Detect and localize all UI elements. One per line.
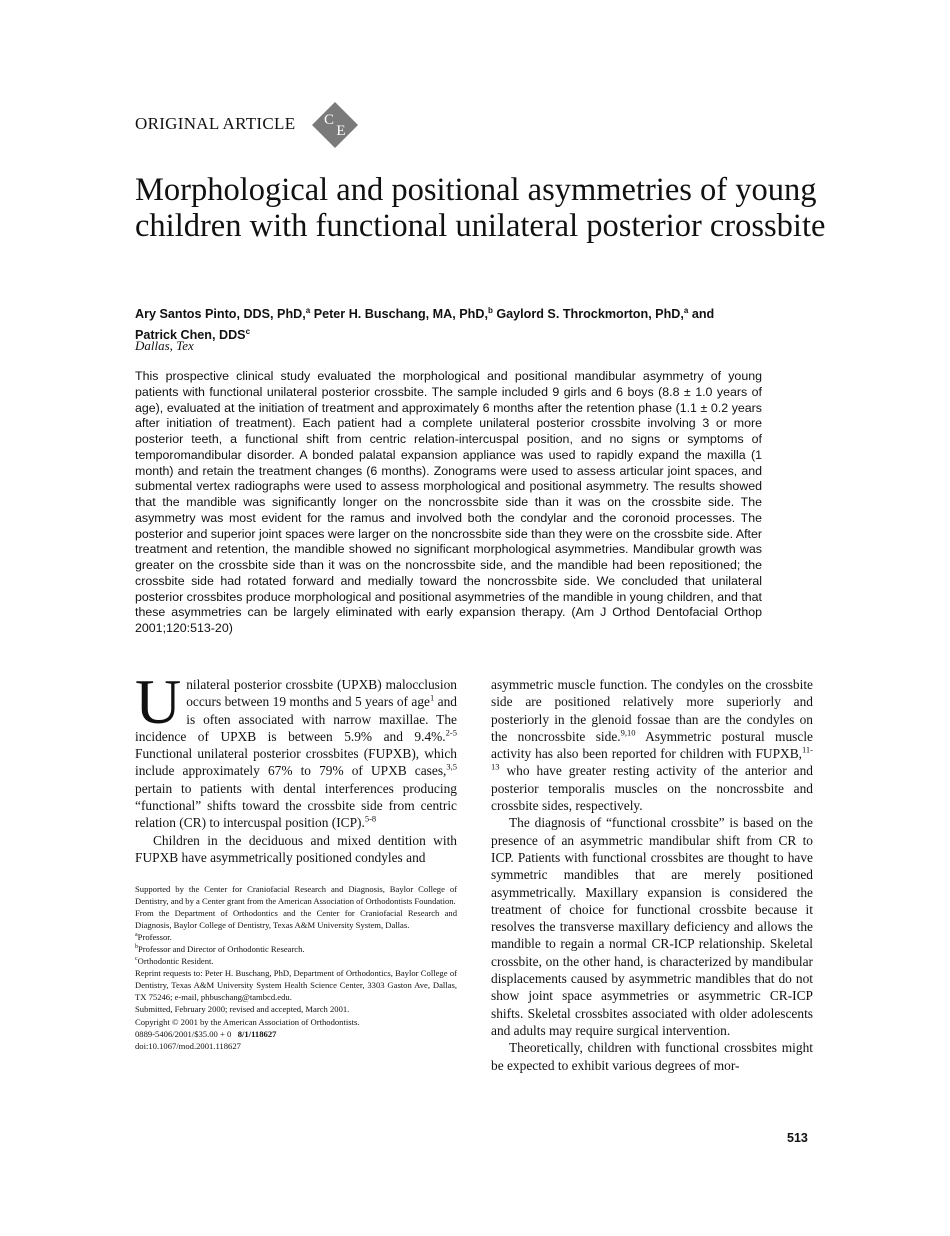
footnotes (135, 883, 457, 1052)
body-text: nilateral posterior crossbite (UPXB) malocclusion occurs between 19 months and 5 years of age (186, 677, 457, 710)
abstract: This prospective clinical study evaluated the morphological and positional mandibular asymmetry of young patients with functional unilateral posterior crossbite. The sample included 9 girls and 6 boys (8.8 ± 1.0 years of age), evaluated at the initiation of treatment and approximately 6 months after the retention phase (1.1 ± 0.2 years after initiation of treatment). Each patient had a complete unilateral posterior crossbite involving 3 or more posterior teeth, a functional shift from centric relation-intercuspal position, and no signs or symptoms of temporomandibular disorder. A bonded palatal expansion appliance was used to rapidly expand the maxilla (1 month) and retain the treatment changes (6 months). Zonograms were used to assess articular joint spaces, and submental vertex radiographs were used to assess morphological and positional asymmetry. The results showed that the mandible was significantly longer on the noncrossbite side than it was on the crossbite side. The asymmetry was most evident for the ramus and involved both the condylar and the coronoid processes. The posterior and superior joint spaces were larger on the noncrossbite side than they were on the crossbite side. After treatment and retention, the mandible showed no significant morphological asymmetries. Mandibular growth was greater on the crossbite side than it was on the noncrossbite side, and the mandible had been repositioned; the crossbite side had rotated forward and medially toward the noncrossbite side. We concluded that unilateral posterior crossbites produce morphological and positional asymmetries of the mandible in young children, and that these asymmetries can be largely eliminated with early expansion therapy. (Am J Orthod Dentofacial Orthop 2001;120:513-20) (135, 369, 762, 635)
author-affiliation-mark: a (683, 306, 689, 315)
body-text: asymmetric muscle function. The condyles on the crossbite side are positioned relatively more superiorly and posteriorly in the glenoid fossae than are the condyles on the noncrossbite side. (491, 677, 813, 744)
author-name: Patrick Chen, DDS (135, 328, 246, 343)
body-text: and is often associated with narrow maxillae. The incidence of UPXB is between 5.9% and 9.4%. (135, 694, 458, 744)
author-list (135, 302, 835, 344)
logo-letter-c: C (323, 112, 335, 128)
body-text: Asymmetric postural muscle activity has also been reported for children with FUPXB, (491, 728, 813, 762)
body-text: who have greater resting activity of the anterior and posterior temporalis muscles on the noncrossbite and crossbite sides, respectively. (491, 763, 813, 814)
section-label: ORIGINAL ARTICLE (135, 114, 296, 133)
body-paragraph: Theoretically, children with functional crossbites might be expected to exhibit various degrees of mor- (491, 1040, 813, 1073)
author-affiliation-mark: c (245, 327, 251, 337)
footnote-affiliation: $^a$Professor. (135, 932, 172, 943)
citation: 2-5 (445, 727, 457, 738)
footnote-affiliation: $^b$Professor and Director of Orthodontic Research. (135, 944, 305, 955)
author-affiliation-mark: a (305, 306, 311, 315)
body-paragraph: Children in the deciduous and mixed dentition with FUPXB have asymmetrically positioned condyles and (135, 832, 457, 865)
author-location: Dallas, Tex (135, 338, 194, 353)
author-name: Ary Santos Pinto, DDS, PhD, (135, 307, 306, 322)
drop-cap: U (135, 666, 182, 737)
footnote-from: From the Department of Orthodontics and the Center for Craniofacial Research and Diagnosis, Baylor College of Dentistry, Texas A&M University System, Dallas. (135, 908, 457, 931)
author-name: Gaylord S. Throckmorton, PhD, (496, 307, 684, 322)
citation: 11-13 (491, 744, 813, 773)
body-text: Functional unilateral posterior crossbites (FUPXB), which include approximately 67% to 79% of UPXB cases, (135, 746, 457, 779)
body-paragraph (491, 676, 813, 814)
footnote-submitted: Submitted, February 2000; revised and accepted, March 2001. (135, 1004, 350, 1015)
citation: 9,10 (620, 727, 636, 738)
body-paragraph (135, 666, 458, 832)
page-number: 513 (787, 1131, 808, 1145)
body-column-left (135, 666, 458, 866)
footnote-copyright: Copyright © 2001 by the American Association of Orthodontists. (135, 1016, 360, 1027)
author-joiner: and (691, 307, 715, 322)
ce-journal-logo-icon (311, 101, 359, 149)
citation: 5-8 (364, 813, 377, 824)
logo-letter-e: E (336, 123, 346, 139)
citation: 1 (430, 692, 435, 703)
footnote-support: Supported by the Center for Craniofacial Research and Diagnosis, Baylor College of Dentistry, and by a Center grant from the American Association of Orthodontists Foundation. (135, 884, 457, 907)
footnote-reprint: Reprint requests to: Peter H. Buschang, PhD, Department of Orthodontics, Baylor College of Dentistry, Texas A&M University System Health Science Center, 3303 Gaston Ave, Dallas, TX 75246; e-mail, phbuschang@tambcd.edu. (135, 968, 457, 1003)
body-column-right (491, 676, 813, 1074)
author-affiliation-mark: b (487, 306, 493, 315)
article-title: Morphological and positional asymmetries of young children with functional unilateral posterior crossbite (135, 172, 826, 244)
footnote-issn: 0889-5406/2001/$35.00 + 0 8/1/118627 (135, 1028, 277, 1039)
body-text: pertain to patients with dental interferences producing “functional” shifts toward the crossbite side from centric relation (CR) to intercuspal position (ICP). (135, 780, 457, 831)
citation: 3,5 (446, 762, 457, 773)
footnote-affiliation: $^c$Orthodontic Resident. (135, 956, 214, 967)
footnote-doi: doi:10.1067/mod.2001.118627 (135, 1040, 241, 1051)
author-name: Peter H. Buschang, MA, PhD, (313, 307, 488, 322)
body-paragraph: The diagnosis of “functional crossbite” is based on the presence of an asymmetric mandibular shift from CR to ICP. Patients with functional crossbites are thought to have symmetric mandibles that are merely positioned asymmetrically. Maxillary expansion is considered the treatment of choice for functional crossbite because it resolves the transverse maxillary deficiency and allows the mandible to regain a normal CR-ICP relationship. Skeletal crossbite, on the other hand, is characterized by mandibular displacements caused by asymmetric mandibles that do not show joint space asymmetries or asymmetric CR-ICP shifts. Skeletal crossbites associated with older adolescents and adults may require surgical intervention. (491, 815, 813, 1038)
